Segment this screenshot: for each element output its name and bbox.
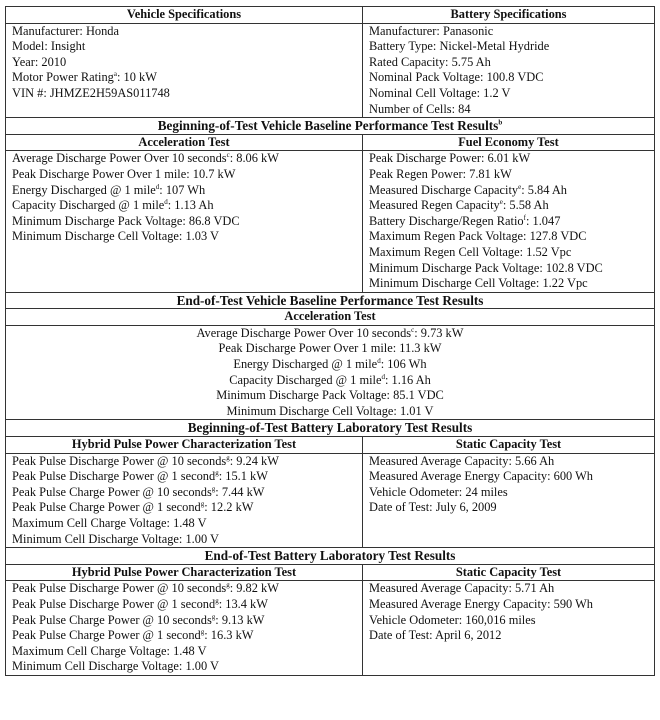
spec-line-label: Battery Type: Nickel-Metal Hydride	[369, 39, 550, 54]
eot-hppc-list	[6, 581, 363, 676]
spec-line	[12, 214, 356, 230]
bot-accel-list	[6, 151, 363, 292]
footnote-marker: d	[381, 372, 385, 381]
bot-static-title: Static Capacity Test	[363, 437, 655, 454]
spec-line-label: Measured Discharge Capacity	[369, 182, 519, 197]
spec-line	[369, 198, 648, 214]
spec-header-row	[6, 7, 655, 24]
vehicle-specs-list	[6, 23, 363, 118]
spec-line	[12, 39, 356, 55]
spec-line	[12, 373, 648, 389]
spec-line	[12, 659, 356, 675]
spec-line-value: : 7.44 kW	[215, 484, 265, 499]
spec-line-label: Peak Discharge Power: 6.01 kW	[369, 151, 531, 166]
bot-battery-title: Beginning-of-Test Battery Laboratory Test Results	[6, 420, 655, 437]
spec-line	[12, 404, 648, 420]
spec-line	[369, 229, 648, 245]
spec-line	[369, 39, 648, 55]
spec-line-label: Peak Pulse Charge Power @ 1 second	[12, 628, 201, 643]
spec-line-value: : 12.2 kW	[204, 500, 254, 515]
footnote-marker: e	[499, 198, 503, 206]
spec-line-label: Vehicle Odometer: 160,016 miles	[369, 612, 536, 627]
eot-battery-body-row	[6, 581, 655, 676]
spec-line-label: Date of Test: April 6, 2012	[369, 628, 502, 643]
spec-line	[12, 341, 648, 357]
spec-line	[12, 55, 356, 71]
spec-line-value: : 1.13 Ah	[167, 198, 214, 213]
spec-line-label: Peak Discharge Power Over 1 mile: 10.7 kW	[12, 166, 236, 181]
spec-line	[12, 581, 356, 597]
spec-line-label: Maximum Regen Pack Voltage: 127.8 VDC	[369, 229, 587, 244]
spec-line-label: Peak Pulse Charge Power @ 10 seconds	[12, 484, 212, 499]
footnote-marker: d	[155, 182, 160, 191]
spec-line	[369, 485, 648, 501]
spec-line	[12, 229, 356, 245]
spec-line	[12, 485, 356, 501]
spec-line	[369, 70, 648, 86]
eot-battery-title: End-of-Test Battery Laboratory Test Results	[6, 548, 655, 565]
spec-line-label: Maximum Cell Charge Voltage: 1.48 V	[12, 643, 207, 658]
battery-specs-list	[363, 23, 655, 118]
footnote-marker: g	[215, 596, 219, 605]
spec-line	[12, 86, 356, 102]
spec-line-value: : 1.047	[525, 213, 561, 228]
spec-line-label: Manufacturer: Honda	[12, 23, 119, 38]
spec-line-label: Peak Pulse Charge Power @ 10 seconds	[12, 612, 212, 627]
spec-line-label: Average Discharge Power Over 10 seconds	[196, 325, 412, 340]
spec-line-label: Minimum Discharge Cell Voltage: 1.03 V	[12, 229, 219, 244]
footnote-marker: f	[523, 213, 526, 222]
spec-line	[12, 167, 356, 183]
footnote-marker: g	[211, 484, 216, 493]
spec-line-value: : 106 Wh	[380, 357, 427, 372]
spec-line-value: : 16.3 kW	[204, 628, 254, 643]
spec-line-label: Battery Discharge/Regen Ratio	[369, 213, 524, 228]
test-results-table	[5, 6, 655, 676]
footnote-marker: g	[200, 500, 205, 509]
spec-line	[369, 183, 648, 199]
spec-line	[369, 613, 648, 629]
bot-static-list	[363, 453, 655, 548]
spec-line-label: Minimum Discharge Pack Voltage: 85.1 VDC	[216, 388, 444, 403]
bot-fuel-title: Fuel Economy Test	[363, 134, 655, 151]
spec-line	[369, 581, 648, 597]
spec-line-label: Motor Power Rating	[12, 70, 114, 85]
eot-battery-subhead-row	[6, 564, 655, 581]
eot-battery-banner-row	[6, 548, 655, 565]
spec-body-row	[6, 23, 655, 118]
bot-hppc-list	[6, 453, 363, 548]
spec-line-label: Number of Cells: 84	[369, 101, 471, 116]
bot-battery-banner-row	[6, 420, 655, 437]
bot-vehicle-title-sup: b	[498, 118, 503, 127]
spec-line-label: Peak Pulse Discharge Power @ 10 seconds	[12, 581, 227, 596]
spec-line-label: Peak Pulse Charge Power @ 1 second	[12, 500, 201, 515]
spec-line-label: Maximum Cell Charge Voltage: 1.48 V	[12, 516, 207, 530]
spec-line-label: Minimum Discharge Pack Voltage: 86.8 VDC	[12, 213, 240, 228]
footnote-marker: d	[377, 356, 381, 365]
spec-line	[369, 245, 648, 261]
spec-line	[369, 167, 648, 183]
bot-accel-title: Acceleration Test	[6, 134, 363, 151]
spec-line-label: Minimum Discharge Pack Voltage: 102.8 VDC	[369, 260, 603, 275]
vehicle-specs-title: Vehicle Specifications	[6, 7, 363, 24]
bot-vehicle-title	[6, 118, 655, 135]
eot-accel-body-row	[6, 325, 655, 420]
spec-line-label: Peak Pulse Discharge Power @ 10 seconds	[12, 453, 227, 468]
spec-line	[12, 516, 356, 532]
spec-line	[12, 24, 356, 40]
bot-fuel-list	[363, 151, 655, 292]
spec-line-value: : 13.4 kW	[218, 596, 268, 611]
spec-line	[12, 469, 356, 485]
footnote-marker: g	[211, 612, 216, 621]
spec-line-label: Nominal Cell Voltage: 1.2 V	[369, 85, 511, 100]
spec-line-label: Minimum Discharge Cell Voltage: 1.01 V	[226, 403, 434, 418]
bot-vehicle-body-row	[6, 151, 655, 292]
spec-line-label: VIN #: JHMZE2H59AS011748	[12, 85, 170, 100]
spec-line-label: Maximum Regen Cell Voltage: 1.52 Vpc	[369, 244, 572, 259]
spec-line-label: Peak Pulse Discharge Power @ 1 second	[12, 596, 216, 611]
spec-line	[369, 628, 648, 644]
spec-line	[369, 86, 648, 102]
spec-line-value: : 1.16 Ah	[384, 372, 431, 387]
spec-line	[12, 326, 648, 342]
spec-line-value: : 9.82 kW	[229, 581, 279, 596]
bot-battery-subhead-row	[6, 437, 655, 454]
spec-line	[369, 214, 648, 230]
spec-line	[369, 55, 648, 71]
footnote-marker: g	[226, 581, 230, 590]
spec-line	[12, 628, 356, 644]
spec-line-label: Average Discharge Power Over 10 seconds	[12, 151, 227, 166]
spec-line-label: Measured Average Energy Capacity: 600 Wh	[369, 469, 593, 484]
spec-line-label: Minimum Cell Discharge Voltage: 1.00 V	[12, 531, 219, 546]
spec-line	[12, 70, 356, 86]
spec-line-value: : 9.24 kW	[229, 453, 279, 468]
spec-line	[12, 388, 648, 404]
spec-line	[369, 261, 648, 277]
spec-line-label: Energy Discharged @ 1 mile	[233, 357, 378, 372]
spec-line-value: : 107 Wh	[159, 182, 206, 197]
spec-line-label: Vehicle Odometer: 24 miles	[369, 484, 508, 499]
eot-accel-subhead-row	[6, 309, 655, 326]
spec-line	[369, 24, 648, 40]
spec-line-label: Capacity Discharged @ 1 mile	[229, 372, 382, 387]
eot-static-title: Static Capacity Test	[363, 564, 655, 581]
spec-line-value: : 8.06 kW	[229, 151, 279, 166]
spec-line-label: Manufacturer: Panasonic	[369, 23, 494, 38]
spec-line	[369, 454, 648, 470]
spec-line-label: Date of Test: July 6, 2009	[369, 500, 497, 515]
bot-vehicle-subhead-row	[6, 134, 655, 151]
battery-specs-title: Battery Specifications	[363, 7, 655, 24]
eot-vehicle-title: End-of-Test Vehicle Baseline Performance Test Results	[6, 292, 655, 309]
spec-line	[12, 500, 356, 516]
footnote-marker: c	[411, 325, 415, 334]
bot-vehicle-banner-row	[6, 118, 655, 135]
spec-line	[12, 613, 356, 629]
spec-line-label: Peak Regen Power: 7.81 kW	[369, 166, 512, 181]
spec-line	[12, 357, 648, 373]
spec-line-label: Peak Pulse Discharge Power @ 1 second	[12, 469, 216, 484]
eot-accel-list	[6, 325, 655, 420]
eot-vehicle-banner-row	[6, 292, 655, 309]
spec-line-label: Measured Average Capacity: 5.71 Ah	[369, 581, 555, 596]
footnote-marker: d	[164, 198, 168, 206]
eot-accel-title: Acceleration Test	[6, 309, 655, 326]
spec-line-label: Measured Average Capacity: 5.66 Ah	[369, 453, 555, 468]
spec-line	[12, 151, 356, 167]
bot-hppc-title: Hybrid Pulse Power Characterization Test	[6, 437, 363, 454]
spec-line	[369, 102, 648, 118]
spec-line	[12, 532, 356, 548]
spec-line-value: : 9.73 kW	[414, 325, 464, 340]
eot-hppc-title: Hybrid Pulse Power Characterization Test	[6, 564, 363, 581]
spec-line	[12, 644, 356, 660]
spec-line	[12, 198, 356, 214]
bot-battery-body-row	[6, 453, 655, 548]
eot-static-list	[363, 581, 655, 676]
spec-line-label: Peak Discharge Power Over 1 mile: 11.3 kW	[218, 341, 442, 356]
spec-line	[369, 151, 648, 167]
footnote-marker: g	[226, 453, 230, 462]
spec-line	[369, 500, 648, 516]
footnote-marker: e	[518, 182, 522, 191]
spec-line	[12, 183, 356, 199]
spec-line-value: : 15.1 kW	[218, 469, 268, 484]
spec-line-label: Rated Capacity: 5.75 Ah	[369, 54, 491, 69]
spec-line-label: Capacity Discharged @ 1 mile	[12, 198, 165, 213]
spec-line-label: Minimum Discharge Cell Voltage: 1.22 Vpc	[369, 276, 588, 291]
spec-line	[369, 469, 648, 485]
spec-line	[12, 454, 356, 470]
bot-vehicle-title-text: Beginning-of-Test Vehicle Baseline Performance Test Results	[157, 118, 499, 134]
spec-line	[12, 597, 356, 613]
spec-line-label: Minimum Cell Discharge Voltage: 1.00 V	[12, 659, 219, 674]
spec-line	[369, 597, 648, 613]
footnote-marker: a	[113, 70, 117, 79]
spec-line-label: Nominal Pack Voltage: 100.8 VDC	[369, 70, 544, 85]
spec-line	[369, 276, 648, 292]
spec-line-value: : 5.58 Ah	[502, 198, 549, 213]
spec-line-value: : 5.84 Ah	[521, 182, 567, 197]
spec-line-value: : 9.13 kW	[215, 612, 265, 627]
spec-line-label: Model: Insight	[12, 39, 86, 54]
footnote-marker: g	[200, 628, 205, 637]
footnote-marker: g	[215, 469, 219, 478]
spec-line-label: Measured Regen Capacity	[369, 198, 500, 213]
spec-line-label: Energy Discharged @ 1 mile	[12, 182, 156, 197]
spec-line-label: Measured Average Energy Capacity: 590 Wh	[369, 596, 593, 611]
spec-line-label: Year: 2010	[12, 54, 67, 69]
spec-line-value: : 10 kW	[116, 70, 157, 85]
footnote-marker: c	[226, 151, 230, 160]
